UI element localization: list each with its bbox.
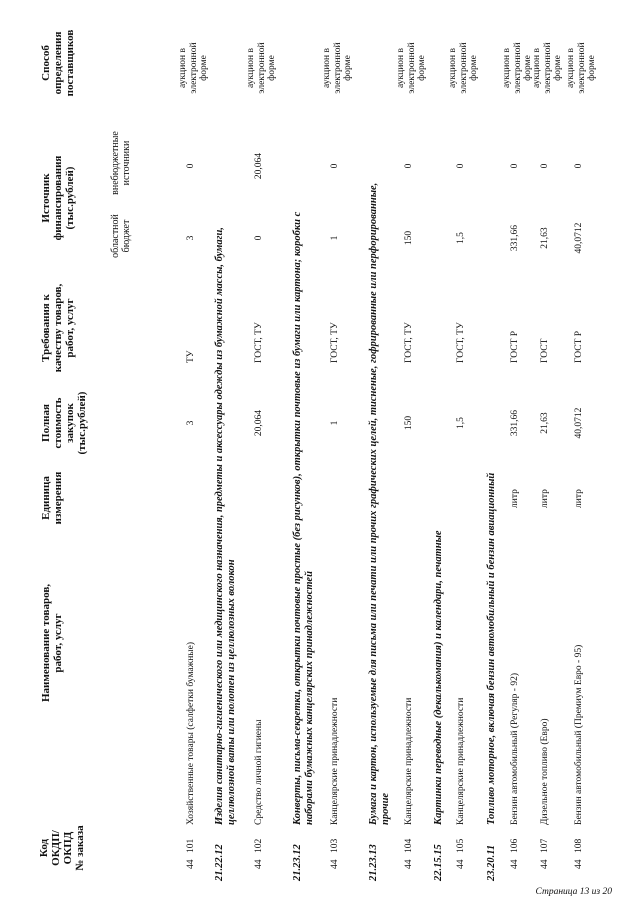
row-funding-regional: 3 — [186, 235, 196, 241]
row-requirements: ГОСТ Р — [510, 330, 520, 363]
row-prefix: 44 — [186, 859, 196, 869]
row-order-number: 102 — [254, 838, 264, 853]
row-funding-extra: 0 — [540, 163, 550, 169]
section-code: 22.15.15 — [433, 844, 444, 881]
row-funding-regional: 331,66 — [510, 224, 520, 252]
section-title: Картинки переводные (декалькомания) и календари, печатные — [433, 530, 444, 825]
section-title: Топливо моторное, включая бензин автомобильный и бензин авиационный — [486, 472, 497, 825]
row-method: аукцион в электронной форме — [178, 42, 209, 94]
row-name: Канцелярские принадлежности — [456, 697, 466, 825]
row-cost: 1 — [330, 420, 340, 426]
row-order-number: 106 — [510, 838, 520, 853]
row-prefix: 44 — [330, 859, 340, 869]
section-title: Изделия санитарно-гигиенического или медицинского назначения, предметы и аксессуары одежды из бумажной массы, бумаги, — [214, 227, 225, 825]
row-prefix: 44 — [510, 859, 520, 869]
row-name: Канцелярские принадлежности — [330, 697, 340, 825]
row-method: аукцион в электронной форме — [396, 42, 427, 94]
row-prefix: 44 — [456, 859, 466, 869]
header-name: Наименование товаров, работ, услуг — [40, 583, 64, 703]
row-funding-regional: 1 — [330, 235, 340, 241]
row-cost: 150 — [404, 415, 414, 431]
row-order-number: 108 — [574, 838, 584, 853]
row-prefix: 44 — [404, 859, 414, 869]
section-title: Конверты, письма-секретки, открытки почтовые простые (без рисунков), открытки почтовые из бумаги или картона; коробки с — [292, 211, 303, 825]
row-method: аукцион в электронной форме — [566, 42, 597, 94]
row-order-number: 104 — [404, 838, 414, 853]
landscape-table — [36, 13, 611, 883]
row-order-number: 101 — [186, 838, 196, 853]
row-funding-extra: 0 — [330, 163, 340, 169]
section-title-cont: прочие — [380, 792, 391, 825]
row-requirements: ГОСТ, ТУ — [254, 322, 264, 363]
row-method: аукцион в электронной форме — [502, 42, 533, 94]
header-requirements: Требования к качеству товаров, работ, услуг — [40, 283, 76, 373]
row-requirements: ГОСТ Р — [574, 330, 584, 363]
row-funding-regional: 40,0712 — [574, 222, 584, 254]
row-funding-regional: 21,63 — [540, 227, 550, 249]
section-title-cont: целлюлозной ваты или полотен из целлюлозных волокон — [226, 559, 237, 825]
row-funding-extra: 0 — [510, 163, 520, 169]
row-name: Дизельное топливо (Евро) — [540, 718, 550, 825]
header-funding-regional: областной бюджет — [110, 214, 132, 258]
header-funding: Источник финансирования (тыс.рублей) — [40, 155, 76, 241]
row-unit: литр — [540, 489, 550, 508]
row-funding-regional: 1,5 — [456, 232, 466, 244]
row-order-number: 107 — [540, 838, 550, 853]
row-name: Средство личной гигиены — [254, 719, 264, 825]
row-unit: литр — [574, 489, 584, 508]
header-funding-extra: внебюджетные источники — [110, 131, 132, 195]
row-unit: литр — [510, 489, 520, 508]
row-requirements: ТУ — [186, 350, 196, 363]
row-requirements: ГОСТ, ТУ — [330, 322, 340, 363]
section-code: 21.23.12 — [292, 844, 303, 881]
row-funding-regional: 0 — [254, 235, 264, 241]
row-name: Бензин автомобильный (Регуляр - 92) — [510, 673, 520, 825]
page-footer: Страница 13 из 20 — [535, 887, 612, 897]
row-prefix: 44 — [540, 859, 550, 869]
section-code: 23.20.11 — [486, 844, 497, 881]
section-code: 21.23.13 — [368, 844, 379, 881]
row-prefix: 44 — [254, 859, 264, 869]
row-prefix: 44 — [574, 859, 584, 869]
row-funding-extra: 0 — [456, 163, 466, 169]
row-funding-extra: 0 — [186, 163, 196, 169]
row-cost: 40,0712 — [574, 407, 584, 439]
header-method: Способ определения поставщиков — [40, 29, 76, 97]
row-requirements: ГОСТ, ТУ — [404, 322, 414, 363]
header-cost: Полная стоимость закупок (тыс.рублей) — [40, 391, 88, 455]
row-requirements: ГОСТ, ТУ — [456, 322, 466, 363]
row-funding-regional: 150 — [404, 230, 414, 246]
row-method: аукцион в электронной форме — [322, 42, 353, 94]
section-code: 21.22.12 — [214, 844, 225, 881]
row-funding-extra: 0 — [574, 163, 584, 169]
row-method: аукцион в электронной форме — [448, 42, 479, 94]
row-name: Хозяйственные товары (салфетки бумажные) — [186, 641, 196, 825]
row-cost: 1,5 — [456, 417, 466, 429]
row-cost: 21,63 — [540, 412, 550, 434]
row-funding-extra: 0 — [404, 163, 414, 169]
section-title: Бумага и картон, используемые для письма или печати или прочих графических целей, тисненые, гофрированные или перфорированные, — [368, 182, 379, 825]
row-cost: 331,66 — [510, 409, 520, 437]
section-title-cont: наборами бумажных канцелярских принадлежностей — [304, 571, 315, 825]
row-cost: 20,064 — [254, 409, 264, 437]
row-name: Бензин автомобильный (Премиум Евро - 95) — [574, 644, 584, 825]
row-cost: 3 — [186, 420, 196, 426]
row-method: аукцион в электронной форме — [532, 42, 563, 94]
row-funding-extra: 20,064 — [254, 152, 264, 180]
row-order-number: 105 — [456, 838, 466, 853]
row-method: аукцион в электронной форме — [246, 42, 277, 94]
header-unit: Единица измерения — [40, 471, 64, 525]
header-code: Код ОКДП/ ОКПД № заказа — [38, 825, 86, 871]
row-name: Канцелярские принадлежности — [404, 697, 414, 825]
row-order-number: 103 — [330, 838, 340, 853]
row-requirements: ГОСТ — [540, 338, 550, 363]
